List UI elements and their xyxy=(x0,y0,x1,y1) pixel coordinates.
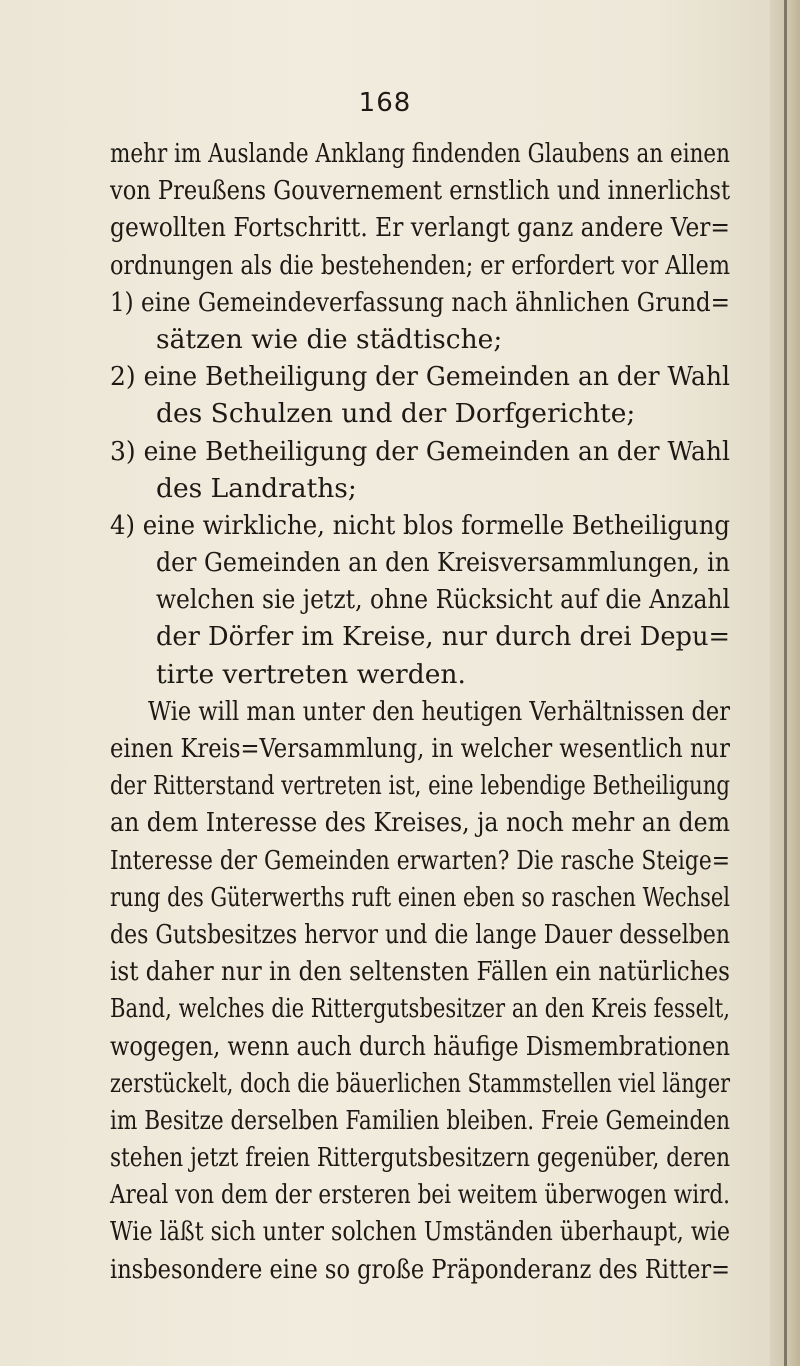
text-line: insbesondere eine so große Präponderanz des Ritter= xyxy=(110,1253,730,1285)
text-line: rung des Güterwerths ruft einen eben so raschen Wechsel xyxy=(110,881,730,913)
binding-line xyxy=(784,0,787,1366)
text-line: welchen sie jetzt, ohne Rücksicht auf die Anzahl xyxy=(156,584,730,616)
text-line: gewollten Fortschritt. Er verlangt ganz andere Ver= xyxy=(110,212,730,244)
text-line: des Landraths; xyxy=(156,472,357,504)
text-line: an dem Interesse des Kreises, ja noch mehr an dem xyxy=(110,807,730,839)
text-line: 4) eine wirkliche, nicht blos formelle Betheiligung xyxy=(110,509,730,541)
page-number: 168 xyxy=(358,88,412,118)
text-line: ist daher nur in den seltensten Fällen ein natürliches xyxy=(110,956,730,988)
text-line: sätzen wie die städtische; xyxy=(156,323,503,355)
text-line: zerstückelt, doch die bäuerlichen Stammstellen viel länger xyxy=(110,1067,730,1099)
text-line: ordnungen als die bestehenden; er erfordert vor Allem xyxy=(110,249,730,281)
text-line: Areal von dem der ersteren bei weitem überwogen wird. xyxy=(110,1179,730,1211)
text-line: der Dörfer im Kreise, nur durch drei Depu= xyxy=(156,621,730,653)
text-line: Interesse der Gemeinden erwarten? Die rasche Steige= xyxy=(110,844,730,876)
text-line: des Schulzen und der Dorfgerichte; xyxy=(156,398,636,430)
text-line: von Preußens Gouvernement ernstlich und innerlichst xyxy=(110,175,730,207)
text-line: stehen jetzt freien Rittergutsbesitzern gegenüber, deren xyxy=(110,1142,730,1174)
text-line: wogegen, wenn auch durch häufige Dismembrationen xyxy=(110,1030,730,1062)
text-line: 3) eine Betheiligung der Gemeinden an der Wahl xyxy=(110,435,730,467)
text-line: einen Kreis=Versammlung, in welcher wesentlich nur xyxy=(110,733,730,764)
page-text xyxy=(110,135,730,1288)
text-line: 2) eine Betheiligung der Gemeinden an der Wahl xyxy=(110,361,730,393)
page-edge xyxy=(770,0,800,1366)
text-line: Band, welches die Rittergutsbesitzer an den Kreis fesselt, xyxy=(110,993,730,1025)
text-line: im Besitze derselben Familien bleiben. Freie Gemeinden xyxy=(110,1104,730,1136)
text-line: 1) eine Gemeindeverfassung nach ähnlichen Grund= xyxy=(110,286,730,318)
text-line: der Ritterstand vertreten ist, eine lebendige Betheiligung xyxy=(110,770,730,802)
text-line: Wie läßt sich unter solchen Umständen überhaupt, wie xyxy=(110,1216,730,1248)
text-line: tirte vertreten werden. xyxy=(156,658,466,690)
text-line: des Gutsbesitzes hervor und die lange Dauer desselben xyxy=(110,918,730,950)
text-line: Wie will man unter den heutigen Verhältnissen der xyxy=(148,695,730,727)
text-line: mehr im Auslande Anklang findenden Glaubens an einen xyxy=(110,138,730,169)
text-line: der Gemeinden an den Kreisversammlungen, in xyxy=(156,547,730,579)
